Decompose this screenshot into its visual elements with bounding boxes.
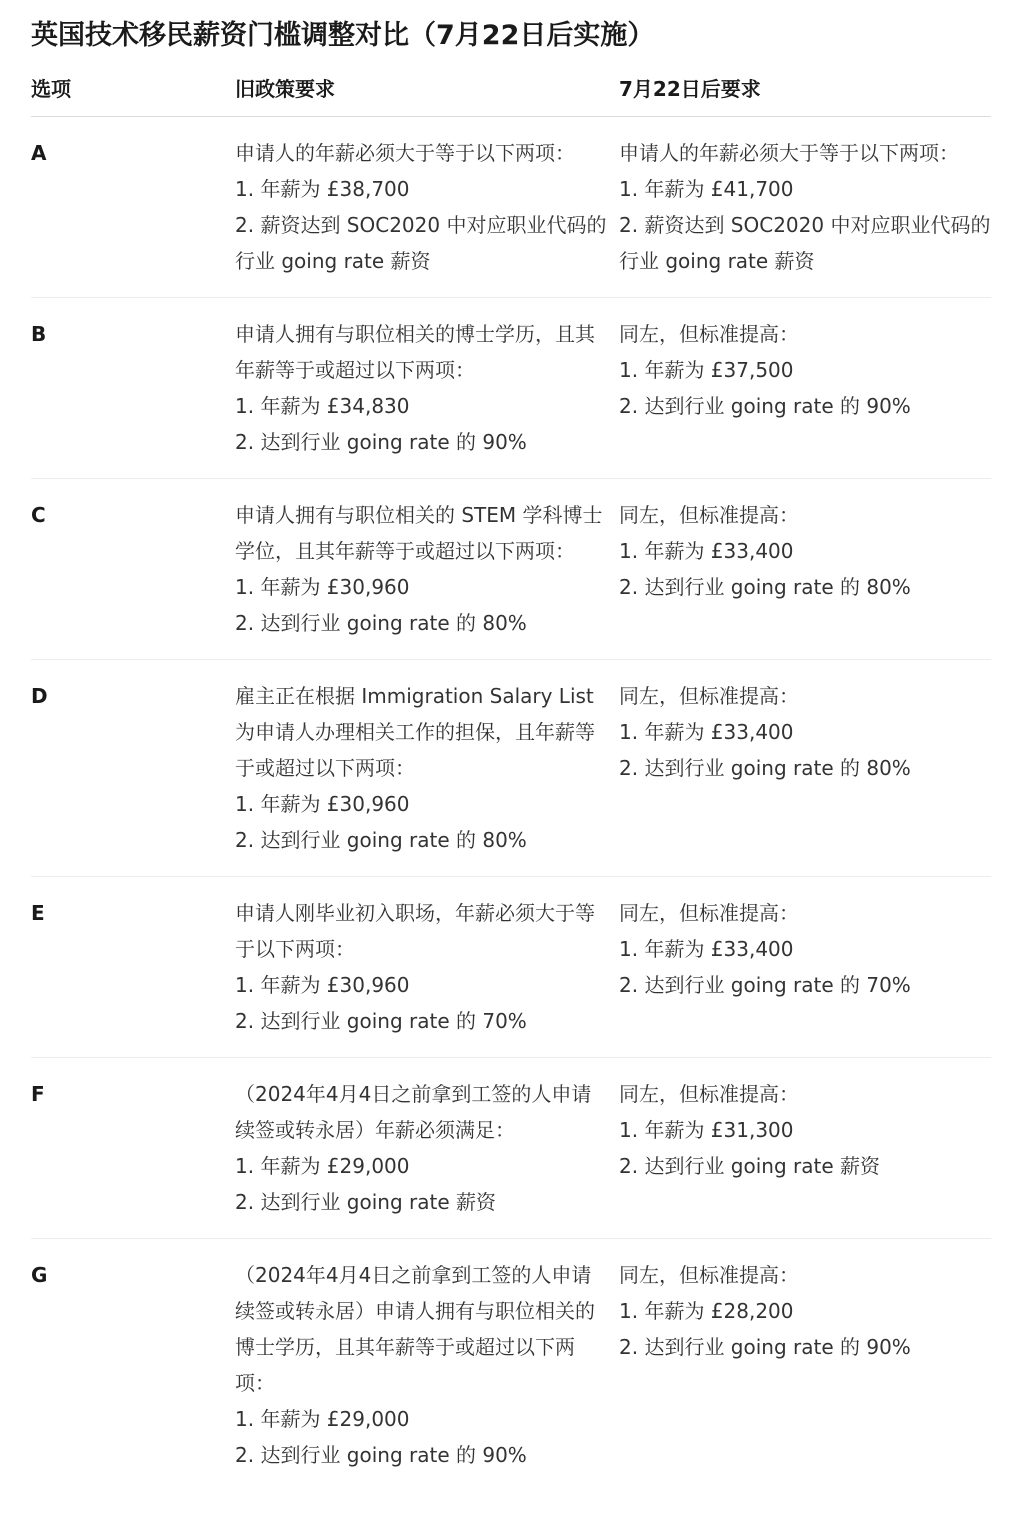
new-policy-text: 同左，但标准提高：: [619, 901, 799, 925]
header-row: [31, 71, 991, 117]
old-policy-cell: [235, 298, 619, 479]
old-policy-text: 1. 年薪为 £38,700: [235, 177, 410, 201]
old-policy-text: 1. 年薪为 £29,000: [235, 1154, 410, 1178]
old-policy-text: 申请人拥有与职位相关的 STEM 学科博士学位，且其年薪等于或超过以下两项：: [235, 503, 603, 563]
old-policy-text: 1. 年薪为 £30,960: [235, 973, 410, 997]
old-policy-text: 2. 达到行业 going rate 的 90%: [235, 1443, 527, 1467]
new-policy-text: 2. 达到行业 going rate 的 90%: [619, 1335, 911, 1359]
table-row: [31, 1239, 991, 1480]
new-policy-cell: [619, 298, 991, 479]
old-policy-text: 1. 年薪为 £29,000: [235, 1407, 410, 1431]
option-cell: G: [31, 1263, 48, 1287]
old-policy-text: 2. 达到行业 going rate 的 80%: [235, 611, 527, 635]
option-cell: D: [31, 660, 235, 877]
old-policy-text: 1. 年薪为 £34,830: [235, 394, 410, 418]
option-cell: F: [31, 1058, 235, 1239]
new-policy-cell: [619, 660, 991, 877]
table-body: [31, 117, 991, 1480]
old-policy-text: （2024年4月4日之前拿到工签的人申请续签或转永居）申请人拥有与职位相关的博士学历，且其年薪等于或超过以下两项：: [235, 1263, 595, 1395]
new-policy-text: 1. 年薪为 £28,200: [619, 1299, 794, 1323]
new-policy-cell: [619, 117, 991, 298]
old-policy-text: 2. 薪资达到 SOC2020 中对应职业代码的行业 going rate 薪资: [235, 213, 607, 273]
new-policy-text: 申请人的年薪必须大于等于以下两项：: [619, 141, 959, 165]
old-policy-text: 2. 达到行业 going rate 薪资: [235, 1190, 496, 1214]
option-cell: E: [31, 877, 235, 1058]
new-policy-text: 同左，但标准提高：: [619, 1082, 799, 1106]
old-policy-text: （2024年4月4日之前拿到工签的人申请续签或转永居）年薪必须满足：: [235, 1082, 592, 1142]
table-row: [31, 117, 991, 298]
new-policy-cell: [619, 877, 991, 1058]
option-cell: A: [31, 117, 235, 298]
new-policy-text: 2. 达到行业 going rate 的 80%: [619, 575, 911, 599]
table-row: [31, 1058, 991, 1239]
old-policy-cell: [235, 660, 619, 877]
new-policy-cell: [619, 1058, 991, 1239]
header-option: 选项: [31, 71, 235, 117]
new-policy-text: 2. 达到行业 going rate 的 70%: [619, 973, 911, 997]
new-policy-text: 1. 年薪为 £33,400: [619, 539, 794, 563]
new-policy-cell: [619, 1239, 991, 1480]
header-old-policy: 旧政策要求: [235, 71, 619, 117]
table-header: [31, 71, 991, 117]
old-policy-cell: [235, 117, 619, 298]
header-new-policy: 7月22日后要求: [619, 71, 991, 117]
new-policy-text: 1. 年薪为 £41,700: [619, 177, 794, 201]
new-policy-text: 1. 年薪为 £33,400: [619, 720, 794, 744]
new-policy-text: 1. 年薪为 £33,400: [619, 937, 794, 961]
old-policy-text: 2. 达到行业 going rate 的 80%: [235, 828, 527, 852]
old-policy-cell: [235, 1239, 619, 1480]
old-policy-text: 2. 达到行业 going rate 的 90%: [235, 430, 527, 454]
new-policy-text: 1. 年薪为 £31,300: [619, 1118, 794, 1142]
table-row: [31, 479, 991, 660]
new-policy-text: 同左，但标准提高：: [619, 503, 799, 527]
comparison-table: [31, 71, 991, 1479]
new-policy-text: 2. 薪资达到 SOC2020 中对应职业代码的行业 going rate 薪资: [619, 213, 991, 273]
new-policy-text: 1. 年薪为 £37,500: [619, 358, 794, 382]
old-policy-text: 雇主正在根据 Immigration Salary List 为申请人办理相关工作的担保，且年薪等于或超过以下两项：: [235, 684, 595, 780]
old-policy-text: 申请人拥有与职位相关的博士学历，且其年薪等于或超过以下两项：: [235, 322, 595, 382]
new-policy-text: 2. 达到行业 going rate 薪资: [619, 1154, 880, 1178]
new-policy-text: 2. 达到行业 going rate 的 80%: [619, 756, 911, 780]
table-row: [31, 298, 991, 479]
old-policy-text: 1. 年薪为 £30,960: [235, 575, 410, 599]
new-policy-text: 同左，但标准提高：: [619, 684, 799, 708]
new-policy-cell: [619, 479, 991, 660]
new-policy-text: 同左，但标准提高：: [619, 1263, 799, 1287]
table-row: [31, 877, 991, 1058]
new-policy-text: 2. 达到行业 going rate 的 90%: [619, 394, 911, 418]
table-row: [31, 660, 991, 877]
old-policy-text: 2. 达到行业 going rate 的 70%: [235, 1009, 527, 1033]
old-policy-cell: [235, 1058, 619, 1239]
old-policy-text: 1. 年薪为 £30,960: [235, 792, 410, 816]
old-policy-cell: [235, 479, 619, 660]
page-title: 英国技术移民薪资门槛调整对比（7月22日后实施）: [31, 20, 655, 51]
option-cell: B: [31, 298, 235, 479]
new-policy-text: 同左，但标准提高：: [619, 322, 799, 346]
old-policy-text: 申请人的年薪必须大于等于以下两项：: [235, 141, 575, 165]
old-policy-text: 申请人刚毕业初入职场，年薪必须大于等于以下两项：: [235, 901, 595, 961]
option-cell: C: [31, 479, 235, 660]
old-policy-cell: [235, 877, 619, 1058]
